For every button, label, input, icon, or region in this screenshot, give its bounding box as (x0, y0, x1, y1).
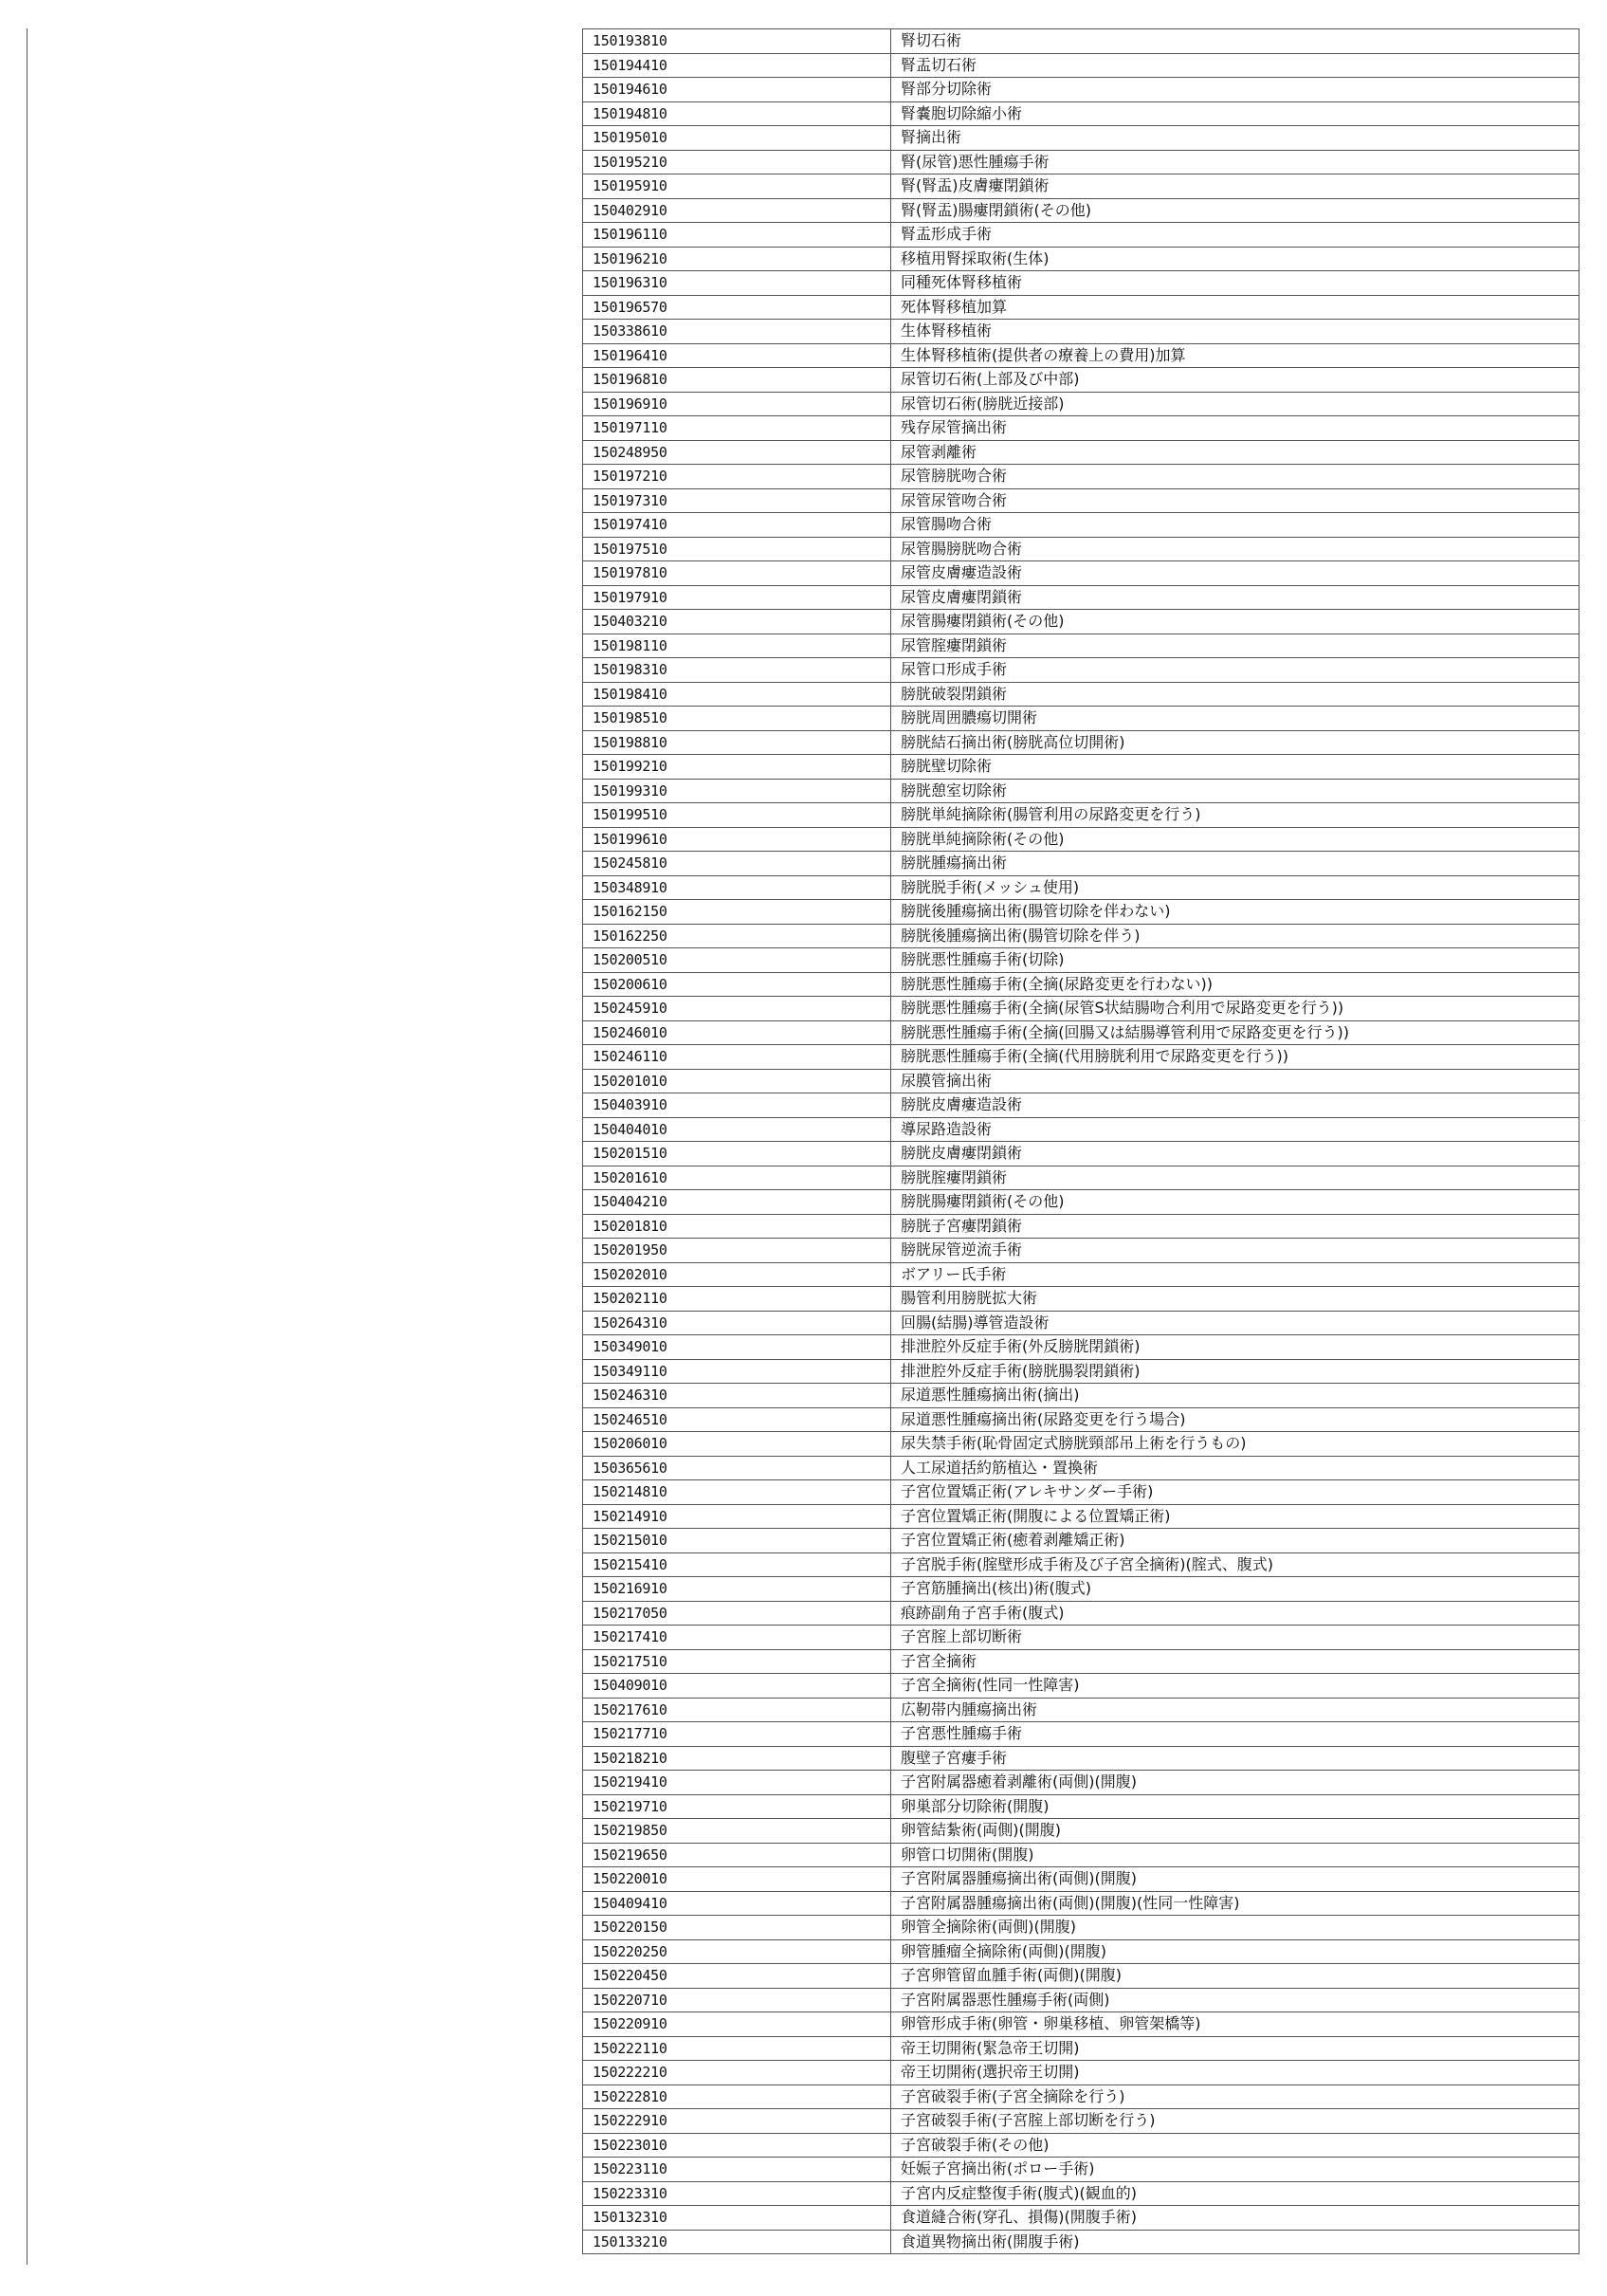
procedure-code-cell: 150196570 (583, 295, 891, 320)
procedure-code-cell: 150196810 (583, 368, 891, 393)
table-row (583, 1093, 1580, 1118)
procedure-code-cell: 150197510 (583, 537, 891, 561)
table-row (583, 465, 1580, 489)
procedure-code-cell: 150246010 (583, 1020, 891, 1045)
procedure-name-cell: 膀胱悪性腫瘍手術(全摘(代用膀胱利用で尿路変更を行う)) (891, 1045, 1580, 1070)
table-row (583, 682, 1580, 707)
procedure-code-cell: 150220010 (583, 1867, 891, 1892)
table-row (583, 198, 1580, 223)
table-row (583, 1601, 1580, 1626)
procedure-code-cell: 150365610 (583, 1456, 891, 1480)
procedure-code-cell: 150201010 (583, 1069, 891, 1093)
procedure-code-cell: 150246510 (583, 1407, 891, 1432)
table-row (583, 1190, 1580, 1215)
procedure-code-cell: 150199210 (583, 755, 891, 780)
procedure-code-cell: 150222210 (583, 2061, 891, 2085)
procedure-name-cell: 排泄腔外反症手術(外反膀胱閉鎖術) (891, 1335, 1580, 1360)
procedure-name-cell: 子宮位置矯正術(開腹による位置矯正術) (891, 1504, 1580, 1529)
procedure-name-cell: 腎盂形成手術 (891, 223, 1580, 248)
procedure-name-cell: 尿管腸膀胱吻合術 (891, 537, 1580, 561)
procedure-name-cell: 卵管全摘除術(両側)(開腹) (891, 1916, 1580, 1940)
table-row (583, 730, 1580, 755)
procedure-name-cell: 膀胱後腫瘍摘出術(腸管切除を伴う) (891, 924, 1580, 948)
procedure-name-cell: 尿道悪性腫瘍摘出術(尿路変更を行う場合) (891, 1407, 1580, 1432)
table-row (583, 1335, 1580, 1360)
procedure-code-cell: 150201950 (583, 1239, 891, 1263)
table-row (583, 1891, 1580, 1916)
procedure-name-cell: 膀胱結石摘出術(膀胱高位切開術) (891, 730, 1580, 755)
procedure-name-cell: 卵管腫瘤全摘除術(両側)(開腹) (891, 1939, 1580, 1964)
procedure-code-cell: 150220910 (583, 2012, 891, 2037)
procedure-code-cell: 150219850 (583, 1819, 891, 1844)
procedure-name-cell: 子宮附属器癒着剥離術(両側)(開腹) (891, 1771, 1580, 1795)
table-row (583, 1649, 1580, 1674)
procedure-name-cell: 腎嚢胞切除縮小術 (891, 101, 1580, 126)
table-row (583, 392, 1580, 416)
procedure-name-cell: 同種死体腎移植術 (891, 271, 1580, 296)
procedure-code-cell: 150199510 (583, 803, 891, 828)
procedure-code-cell: 150193810 (583, 29, 891, 54)
procedure-code-cell: 150220710 (583, 1988, 891, 2012)
procedure-code-cell: 150246310 (583, 1384, 891, 1408)
procedure-code-cell: 150198410 (583, 682, 891, 707)
procedure-name-cell: 腎(腎盂)腸瘻閉鎖術(その他) (891, 198, 1580, 223)
procedure-name-cell: 尿管皮膚瘻閉鎖術 (891, 585, 1580, 610)
procedure-name-cell: 子宮脱手術(腟壁形成手術及び子宮全摘術)(腟式、腹式) (891, 1552, 1580, 1577)
procedure-code-cell: 150222810 (583, 2085, 891, 2109)
procedure-name-cell: 膀胱後腫瘍摘出術(腸管切除を伴わない) (891, 900, 1580, 925)
procedure-name-cell: 卵管口切開術(開腹) (891, 1843, 1580, 1867)
procedure-name-cell: 子宮全摘術 (891, 1649, 1580, 1674)
table-row (583, 2109, 1580, 2134)
procedure-name-cell: 生体腎移植術 (891, 320, 1580, 344)
procedure-name-cell: 子宮位置矯正術(癒着剥離矯正術) (891, 1529, 1580, 1553)
procedure-name-cell: 膀胱腟瘻閉鎖術 (891, 1166, 1580, 1190)
table-row (583, 1359, 1580, 1384)
table-row (583, 1407, 1580, 1432)
procedure-code-cell: 150162150 (583, 900, 891, 925)
procedure-code-cell: 150217710 (583, 1722, 891, 1747)
procedure-name-cell: 子宮筋腫摘出(核出)術(腹式) (891, 1577, 1580, 1602)
procedure-name-cell: 人工尿道括約筋植込・置換術 (891, 1456, 1580, 1480)
table-row (583, 1239, 1580, 1263)
procedure-code-cell: 150214810 (583, 1480, 891, 1505)
procedure-code-cell: 150404010 (583, 1117, 891, 1142)
procedure-code-cell: 150201610 (583, 1166, 891, 1190)
procedure-code-cell: 150198810 (583, 730, 891, 755)
procedure-name-cell: 妊娠子宮摘出術(ポロー手術) (891, 2158, 1580, 2182)
table-row (583, 1166, 1580, 1190)
procedure-code-cell: 150217610 (583, 1698, 891, 1722)
table-row (583, 295, 1580, 320)
procedure-name-cell: 膀胱破裂閉鎖術 (891, 682, 1580, 707)
table-row (583, 1384, 1580, 1408)
procedure-code-cell: 150217050 (583, 1601, 891, 1626)
procedure-code-cell: 150217510 (583, 1649, 891, 1674)
procedure-code-cell: 150223110 (583, 2158, 891, 2182)
procedure-code-cell: 150206010 (583, 1432, 891, 1457)
procedure-name-cell: 子宮悪性腫瘍手術 (891, 1722, 1580, 1747)
procedure-code-cell: 150196210 (583, 247, 891, 271)
procedure-name-cell: 死体腎移植加算 (891, 295, 1580, 320)
table-row (583, 1698, 1580, 1722)
table-row (583, 416, 1580, 441)
procedure-code-cell: 150162250 (583, 924, 891, 948)
procedure-code-cell: 150220250 (583, 1939, 891, 1964)
procedure-name-cell: 子宮破裂手術(子宮腟上部切断を行う) (891, 2109, 1580, 2134)
procedure-name-cell: 膀胱皮膚瘻造設術 (891, 1093, 1580, 1118)
procedure-code-cell: 150198510 (583, 707, 891, 731)
table-row (583, 343, 1580, 368)
procedure-code-cell: 150196310 (583, 271, 891, 296)
procedure-code-cell: 150403210 (583, 610, 891, 634)
procedure-name-cell: 腎(尿管)悪性腫瘍手術 (891, 150, 1580, 174)
table-row (583, 2181, 1580, 2206)
procedure-name-cell: 膀胱腸瘻閉鎖術(その他) (891, 1190, 1580, 1215)
procedure-name-cell: 膀胱尿管逆流手術 (891, 1239, 1580, 1263)
table-row (583, 1988, 1580, 2012)
procedure-name-cell: 膀胱単純摘除術(その他) (891, 827, 1580, 852)
procedure-name-cell: 尿管口形成手術 (891, 658, 1580, 683)
procedure-name-cell: 腸管利用膀胱拡大術 (891, 1287, 1580, 1312)
procedure-name-cell: 生体腎移植術(提供者の療養上の費用)加算 (891, 343, 1580, 368)
table-row (583, 1771, 1580, 1795)
table-row (583, 900, 1580, 925)
procedure-name-cell: 腎(腎盂)皮膚瘻閉鎖術 (891, 174, 1580, 199)
table-row (583, 537, 1580, 561)
procedure-code-cell: 150246110 (583, 1045, 891, 1070)
procedure-name-cell: 尿管腸瘻閉鎖術(その他) (891, 610, 1580, 634)
table-row (583, 1480, 1580, 1505)
table-body (583, 29, 1580, 2254)
procedure-code-cell: 150349110 (583, 1359, 891, 1384)
table-row (583, 488, 1580, 513)
procedure-name-cell: 食道異物摘出術(開腹手術) (891, 2230, 1580, 2254)
table-row (583, 803, 1580, 828)
procedure-code-cell: 150195210 (583, 150, 891, 174)
procedure-name-cell: 尿管腟瘻閉鎖術 (891, 634, 1580, 658)
procedure-name-cell: 膀胱皮膚瘻閉鎖術 (891, 1142, 1580, 1166)
procedure-code-cell: 150215010 (583, 1529, 891, 1553)
procedure-name-cell: 導尿路造設術 (891, 1117, 1580, 1142)
procedure-code-cell: 150245810 (583, 852, 891, 876)
table-row (583, 1456, 1580, 1480)
procedure-name-cell: 子宮附属器悪性腫瘍手術(両側) (891, 1988, 1580, 2012)
procedure-name-cell: 卵巣部分切除術(開腹) (891, 1794, 1580, 1819)
procedure-name-cell: 膀胱腫瘍摘出術 (891, 852, 1580, 876)
table-row (583, 1504, 1580, 1529)
procedure-code-cell: 150409010 (583, 1674, 891, 1699)
table-row (583, 634, 1580, 658)
procedure-code-cell: 150245910 (583, 997, 891, 1021)
table-row (583, 2012, 1580, 2037)
procedure-name-cell: 膀胱子宮瘻閉鎖術 (891, 1214, 1580, 1239)
procedure-code-cell: 150195910 (583, 174, 891, 199)
procedure-name-cell: 膀胱憩室切除術 (891, 779, 1580, 803)
procedure-name-cell: 尿管膀胱吻合術 (891, 465, 1580, 489)
table-row (583, 972, 1580, 997)
table-row (583, 610, 1580, 634)
procedure-name-cell: 膀胱悪性腫瘍手術(全摘(回腸又は結腸導管利用で尿路変更を行う)) (891, 1020, 1580, 1045)
procedure-code-cell: 150132310 (583, 2206, 891, 2231)
table-row (583, 1214, 1580, 1239)
procedure-code-cell: 150196410 (583, 343, 891, 368)
table-row (583, 1045, 1580, 1070)
table-row (583, 2061, 1580, 2085)
procedure-name-cell: 膀胱脱手術(メッシュ使用) (891, 875, 1580, 900)
procedure-code-cell: 150194410 (583, 53, 891, 78)
procedure-code-cell: 150194610 (583, 78, 891, 102)
table-row (583, 1916, 1580, 1940)
table-row (583, 924, 1580, 948)
table-row (583, 2230, 1580, 2254)
procedure-name-cell: 子宮卵管留血腫手術(両側)(開腹) (891, 1964, 1580, 1989)
procedure-name-cell: 子宮破裂手術(子宮全摘除を行う) (891, 2085, 1580, 2109)
procedure-name-cell: 尿管切石術(膀胱近接部) (891, 392, 1580, 416)
procedure-code-cell: 150338610 (583, 320, 891, 344)
procedure-code-cell: 150201810 (583, 1214, 891, 1239)
procedure-code-cell: 150223010 (583, 2133, 891, 2158)
table-row (583, 101, 1580, 126)
table-row (583, 78, 1580, 102)
table-row (583, 53, 1580, 78)
procedure-code-cell: 150248950 (583, 440, 891, 465)
table-row (583, 658, 1580, 683)
procedure-code-cell: 150200610 (583, 972, 891, 997)
procedure-code-cell: 150217410 (583, 1626, 891, 1650)
table-row (583, 827, 1580, 852)
table-row (583, 1964, 1580, 1989)
procedure-name-cell: 尿管切石術(上部及び中部) (891, 368, 1580, 393)
procedure-name-cell: 膀胱悪性腫瘍手術(切除) (891, 948, 1580, 973)
table-row (583, 1262, 1580, 1287)
table-row (583, 29, 1580, 54)
table-row (583, 2206, 1580, 2231)
procedure-name-cell: 尿管腸吻合術 (891, 513, 1580, 538)
table-row (583, 150, 1580, 174)
procedure-code-cell: 150402910 (583, 198, 891, 223)
table-row (583, 585, 1580, 610)
procedure-code-cell: 150219650 (583, 1843, 891, 1867)
procedure-name-cell: 腎摘出術 (891, 126, 1580, 151)
procedure-code-cell: 150197110 (583, 416, 891, 441)
procedure-code-cell: 150197310 (583, 488, 891, 513)
table-row (583, 1432, 1580, 1457)
table-row (583, 1552, 1580, 1577)
procedure-name-cell: 膀胱悪性腫瘍手術(全摘(尿路変更を行わない)) (891, 972, 1580, 997)
table-row (583, 1117, 1580, 1142)
table-row (583, 997, 1580, 1021)
procedure-name-cell: 尿管剥離術 (891, 440, 1580, 465)
procedure-name-cell: 食道縫合術(穿孔、損傷)(開腹手術) (891, 2206, 1580, 2231)
table-row (583, 1939, 1580, 1964)
procedure-code-cell: 150197210 (583, 465, 891, 489)
procedure-name-cell: 尿管尿管吻合術 (891, 488, 1580, 513)
procedure-code-cell: 150216910 (583, 1577, 891, 1602)
procedure-code-cell: 150198310 (583, 658, 891, 683)
procedure-code-cell: 150194810 (583, 101, 891, 126)
table-row (583, 223, 1580, 248)
procedure-name-cell: 移植用腎採取術(生体) (891, 247, 1580, 271)
table-row (583, 779, 1580, 803)
procedure-code-cell: 150404210 (583, 1190, 891, 1215)
procedure-code-cell: 150200510 (583, 948, 891, 973)
procedure-name-cell: 尿管皮膚瘻造設術 (891, 561, 1580, 586)
procedure-code-cell: 150264310 (583, 1311, 891, 1335)
procedure-name-cell: 子宮破裂手術(その他) (891, 2133, 1580, 2158)
procedure-code-cell: 150133210 (583, 2230, 891, 2254)
table-row (583, 1626, 1580, 1650)
procedure-code-cell: 150403910 (583, 1093, 891, 1118)
procedure-code-cell: 150222910 (583, 2109, 891, 2134)
procedure-name-cell: 膀胱壁切除術 (891, 755, 1580, 780)
procedure-name-cell: 子宮附属器腫瘍摘出術(両側)(開腹) (891, 1867, 1580, 1892)
table-row (583, 247, 1580, 271)
table-row (583, 755, 1580, 780)
procedure-code-cell: 150195010 (583, 126, 891, 151)
table-row (583, 1674, 1580, 1699)
procedure-code-cell: 150199310 (583, 779, 891, 803)
procedure-name-cell: 排泄腔外反症手術(膀胱腸裂閉鎖術) (891, 1359, 1580, 1384)
table-row (583, 440, 1580, 465)
procedure-name-cell: 腎切石術 (891, 29, 1580, 54)
table-row (583, 320, 1580, 344)
table-row (583, 1069, 1580, 1093)
procedure-code-cell: 150409410 (583, 1891, 891, 1916)
table-row (583, 174, 1580, 199)
table-row (583, 271, 1580, 296)
table-row (583, 513, 1580, 538)
procedure-name-cell: 帝王切開術(選択帝王切開) (891, 2061, 1580, 2085)
procedure-name-cell: 腎部分切除術 (891, 78, 1580, 102)
table-row (583, 1020, 1580, 1045)
table-row (583, 1142, 1580, 1166)
table-row (583, 948, 1580, 973)
procedure-code-cell: 150214910 (583, 1504, 891, 1529)
table-row (583, 1722, 1580, 1747)
procedure-code-cell: 150197410 (583, 513, 891, 538)
procedure-name-cell: 腎盂切石術 (891, 53, 1580, 78)
table-row (583, 1867, 1580, 1892)
procedure-code-cell: 150223310 (583, 2181, 891, 2206)
procedure-code-cell: 150220150 (583, 1916, 891, 1940)
table-row (583, 368, 1580, 393)
procedure-code-cell: 150198110 (583, 634, 891, 658)
table-row (583, 1794, 1580, 1819)
procedure-name-cell: 子宮腟上部切断術 (891, 1626, 1580, 1650)
procedure-code-cell: 150197910 (583, 585, 891, 610)
procedure-code-cell: 150220450 (583, 1964, 891, 1989)
table-row (583, 852, 1580, 876)
procedure-name-cell: 痕跡副角子宮手術(腹式) (891, 1601, 1580, 1626)
table-row (583, 126, 1580, 151)
procedure-name-cell: 広靭帯内腫瘍摘出術 (891, 1698, 1580, 1722)
table-row (583, 1843, 1580, 1867)
procedure-code-cell: 150201510 (583, 1142, 891, 1166)
procedure-code-cell: 150349010 (583, 1335, 891, 1360)
procedure-code-cell: 150219410 (583, 1771, 891, 1795)
procedure-name-cell: 子宮内反症整復手術(腹式)(観血的) (891, 2181, 1580, 2206)
table-row (583, 1746, 1580, 1771)
procedure-code-cell: 150196910 (583, 392, 891, 416)
procedure-name-cell: 尿道悪性腫瘍摘出術(摘出) (891, 1384, 1580, 1408)
table-row (583, 875, 1580, 900)
procedure-code-table (582, 28, 1580, 2254)
procedure-name-cell: ボアリー氏手術 (891, 1262, 1580, 1287)
procedure-name-cell: 膀胱単純摘除術(腸管利用の尿路変更を行う) (891, 803, 1580, 828)
procedure-name-cell: 尿膜管摘出術 (891, 1069, 1580, 1093)
table-row (583, 1311, 1580, 1335)
procedure-code-cell: 150348910 (583, 875, 891, 900)
table-row (583, 2133, 1580, 2158)
table-row (583, 2085, 1580, 2109)
procedure-name-cell: 帝王切開術(緊急帝王切開) (891, 2036, 1580, 2061)
procedure-name-cell: 卵管結紮術(両側)(開腹) (891, 1819, 1580, 1844)
procedure-name-cell: 膀胱悪性腫瘍手術(全摘(尿管S状結腸吻合利用で尿路変更を行う)) (891, 997, 1580, 1021)
procedure-code-cell: 150199610 (583, 827, 891, 852)
procedure-code-cell: 150218210 (583, 1746, 891, 1771)
procedure-name-cell: 残存尿管摘出術 (891, 416, 1580, 441)
procedure-name-cell: 尿失禁手術(恥骨固定式膀胱頸部吊上術を行うもの) (891, 1432, 1580, 1457)
procedure-name-cell: 子宮全摘術(性同一性障害) (891, 1674, 1580, 1699)
table-row (583, 1819, 1580, 1844)
procedure-code-cell: 150196110 (583, 223, 891, 248)
procedure-code-cell: 150202010 (583, 1262, 891, 1287)
procedure-code-cell: 150219710 (583, 1794, 891, 1819)
table-row (583, 707, 1580, 731)
table-row (583, 561, 1580, 586)
table-row (583, 1529, 1580, 1553)
procedure-name-cell: 回腸(結腸)導管造設術 (891, 1311, 1580, 1335)
procedure-name-cell: 膀胱周囲膿瘍切開術 (891, 707, 1580, 731)
procedure-name-cell: 子宮附属器腫瘍摘出術(両側)(開腹)(性同一性障害) (891, 1891, 1580, 1916)
procedure-code-cell: 150215410 (583, 1552, 891, 1577)
procedure-name-cell: 卵管形成手術(卵管・卵巣移植、卵管架橋等) (891, 2012, 1580, 2037)
table-row (583, 1287, 1580, 1312)
procedure-name-cell: 子宮位置矯正術(アレキサンダー手術) (891, 1480, 1580, 1505)
table-row (583, 1577, 1580, 1602)
procedure-code-cell: 150222110 (583, 2036, 891, 2061)
procedure-code-cell: 150197810 (583, 561, 891, 586)
table-row (583, 2158, 1580, 2182)
procedure-name-cell: 腹壁子宮瘻手術 (891, 1746, 1580, 1771)
procedure-code-cell: 150202110 (583, 1287, 891, 1312)
table-row (583, 2036, 1580, 2061)
